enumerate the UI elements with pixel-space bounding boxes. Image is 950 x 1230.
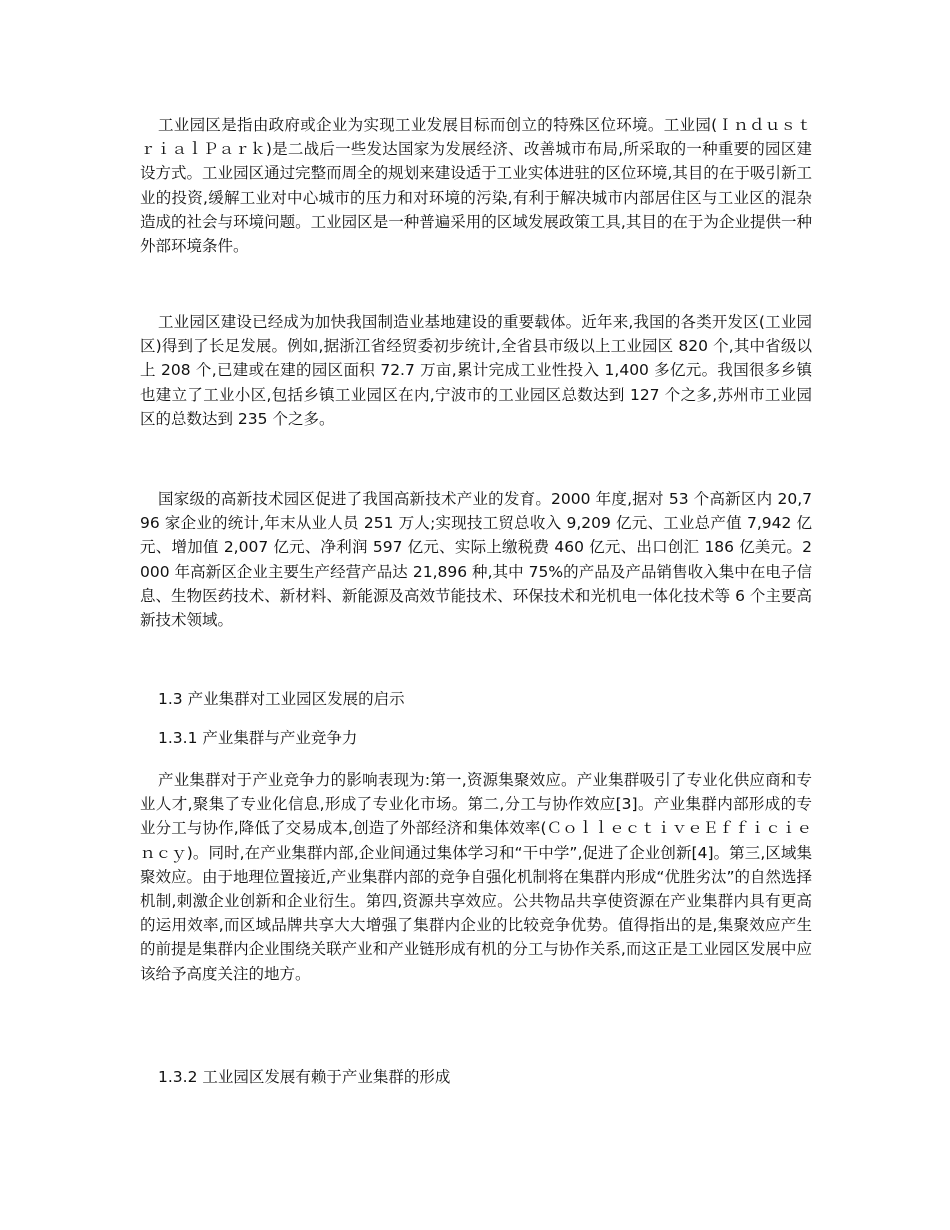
- subsection-heading-1-3-1: 1.3.1 产业集群与产业竞争力: [158, 729, 358, 747]
- paragraph-park-construction: 工业园区建设已经成为加快我国制造业基地建设的重要载体。近年来,我国的各类开发区(工业园区)得到了长足发展。例如,据浙江省经贸委初步统计,全省县市级以上工业园区 820 个,其中省级以上 208 个,已建或在建的园区面积 72.7 万亩,累计完成工业性投入 1,400 多亿元。我国很多乡镇也建立了工业小区,包括乡镇工业园区在内,宁波市的工业园区总数达到 127 个之多,苏州市工业园区的总数达到 235 个之多。: [140, 313, 812, 428]
- paragraph-high-tech-parks: 国家级的高新技术园区促进了我国高新技术产业的发育。2000 年度,据对 53 个高新区内 20,796 家企业的统计,年末从业人员 251 万人;实现技工贸总收入 9,209 亿元、工业总产值 7,942 亿元、增加值 2,007 亿元、净利润 597 亿元、实际上缴税费 460 亿元、出口创汇 186 亿美元。2000 年高新区企业主要生产经营产品达 21,896 种,其中 75%的产品及产品销售收入集中在电子信息、生物医药技术、新材料、新能源及高效节能技术、环保技术和光机电一体化技术等 6 个主要高新技术领域。: [140, 490, 812, 630]
- paragraph-cluster-competitiveness: 产业集群对于产业竞争力的影响表现为:第一,资源集聚效应。产业集群吸引了专业化供应商和专业人才,聚集了专业化信息,形成了专业化市场。第二,分工与协作效应[3]。产业集群内部形成的专业分工与协作,降低了交易成本,创造了外部经济和集体效率(ＣｏｌｌｅｃｔｉｖｅＥｆｆｉｃｉｅｎｃｙ)。同时,在产业集群内部,企业间通过集体学习和“干中学”,促进了企业创新[4]。第三,区域集聚效应。由于地理位置接近,产业集群内部的竞争自强化机制将在集群内形成“优胜劣汰”的自然选择机制,刺激企业创新和企业衍生。第四,资源共享效应。公共物品共享使资源在产业集群内具有更高的运用效率,而区域品牌共享大大增强了集群内企业的比较竞争优势。值得指出的是,集聚效应产生的前提是集群内企业围绕关联产业和产业链形成有机的分工与协作关系,而这正是工业园区发展中应该给予高度关注的地方。: [140, 771, 812, 983]
- subsection-heading-1-3-2: 1.3.2 工业园区发展有赖于产业集群的形成: [158, 1068, 451, 1086]
- paragraph-industrial-park-definition: 工业园区是指由政府或企业为实现工业发展目标而创立的特殊区位环境。工业园(ＩｎｄｕｓｔｒｉａｌＰａｒｋ)是二战后一些发达国家为发展经济、改善城市布局,所采取的一种重要的园区建设方式。工业园区通过完整而周全的规划来建设适于工业实体进驻的区位环境,其目的在于吸引新工业的投资,缓解工业对中心城市的压力和对环境的污染,有利于解决城市内部居住区与工业区的混杂造成的社会与环境问题。工业园区是一种普遍采用的区域发展政策工具,其目的在于为企业提供一种外部环境条件。: [140, 116, 812, 256]
- section-heading-1-3: 1.3 产业集群对工业园区发展的启示: [158, 690, 405, 708]
